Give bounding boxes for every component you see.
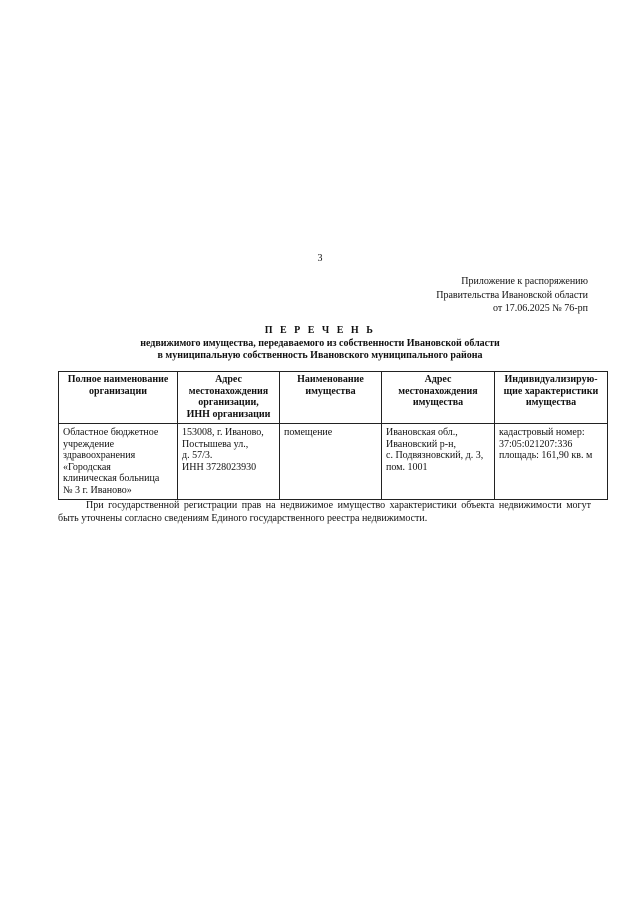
header-organization-name: Полное наименование организации xyxy=(59,372,178,424)
property-table xyxy=(58,371,608,500)
header-organization-address: Адрес местонахождения организации, ИНН организации xyxy=(178,372,280,424)
cell-organization-name: Областное бюджетное учреждение здравоохранения «Городская клиническая больница № 3 г. Иваново» xyxy=(59,424,178,500)
page-number: 3 xyxy=(317,253,323,264)
cell-property-address: Ивановская обл., Ивановский р-н, с. Подвязновский, д. 3, пом. 1001 xyxy=(382,424,495,500)
appendix-line: от 17.06.2025 № 76-рп xyxy=(493,303,588,314)
registration-note: При государственной регистрации прав на недвижимое имущество характеристики объекта недвижимости могут быть уточнены согласно сведениям Единого государственного реестра недвижимости. xyxy=(58,500,591,524)
table-row xyxy=(59,424,608,500)
cell-property-name: помещение xyxy=(280,424,382,500)
document-subtitle-line: в муниципальную собственность Ивановского муниципального района xyxy=(157,350,483,361)
header-property-characteristics: Индивидуализирую- щие характеристики имущества xyxy=(495,372,608,424)
document-subtitle-line: недвижимого имущества, передаваемого из собственности Ивановской области xyxy=(140,337,500,349)
cell-organization-address: 153008, г. Иваново, Постышева ул., д. 57/3. ИНН 3728023930 xyxy=(178,424,280,500)
appendix-line: Правительства Ивановской области xyxy=(436,289,588,301)
appendix-reference xyxy=(328,275,588,316)
appendix-line: Приложение к распоряжению xyxy=(461,276,588,287)
document-title: П Е Р Е Ч Е Н Ь xyxy=(264,325,376,336)
table-header-row xyxy=(59,372,608,424)
header-property-address: Адрес местонахождения имущества xyxy=(382,372,495,424)
cell-property-characteristics: кадастровый номер: 37:05:021207:336 площадь: 161,90 кв. м xyxy=(495,424,608,500)
header-property-name: Наименование имущества xyxy=(280,372,382,424)
document-title-block xyxy=(0,325,640,363)
